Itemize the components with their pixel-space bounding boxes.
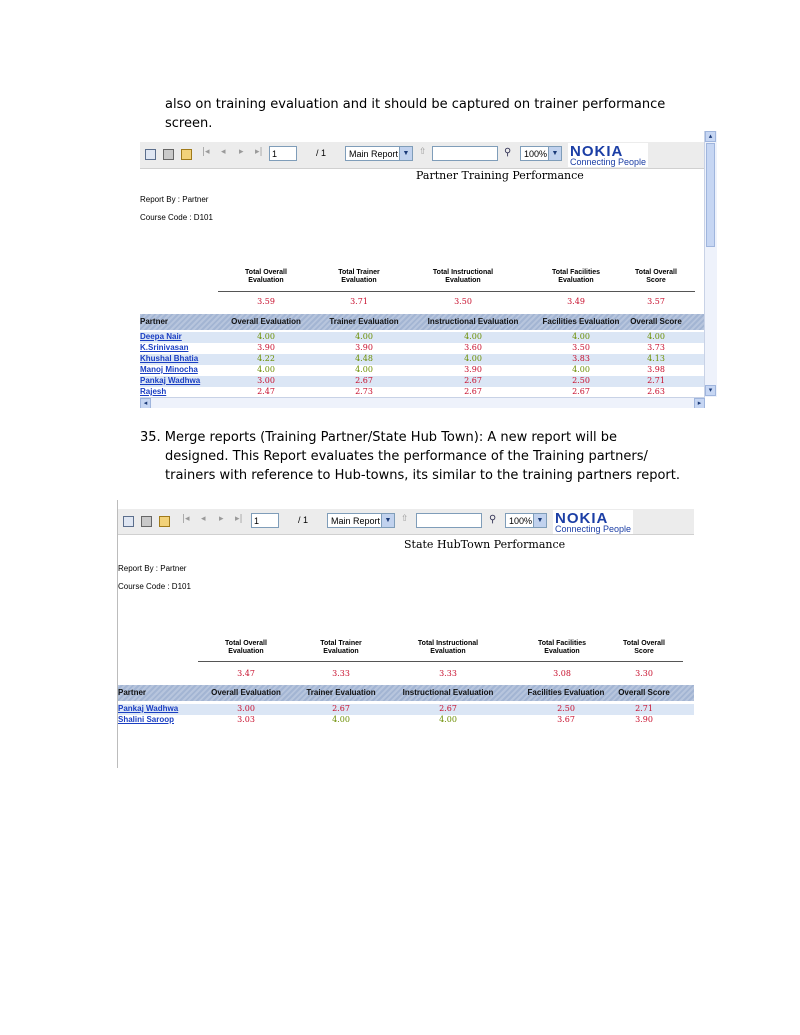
scroll-up-icon[interactable]: ▴ [705,131,716,142]
score-cell: 4.00 [257,332,275,341]
page-number-input[interactable]: 1 [269,146,297,161]
total-value: 3.33 [439,669,457,678]
score-cell: 3.00 [257,376,275,385]
total-value: 3.57 [647,297,665,306]
score-cell: 2.67 [355,376,373,385]
total-header-line: Evaluation [341,277,377,284]
column-header: Overall Score [630,317,682,326]
total-header-line: Total Facilities [551,269,601,276]
first-page-icon[interactable]: |◂ [182,514,190,524]
group-tree-icon[interactable] [159,516,170,527]
score-cell: 2.73 [355,387,373,396]
brand-name: NOKIA [570,143,624,160]
report-select[interactable] [345,146,413,161]
column-header: Facilities Evaluation [542,317,620,326]
score-cell: 4.00 [464,332,482,341]
total-header [423,269,503,285]
total-header [604,640,684,656]
intro-line-2: screen. [165,116,213,131]
prev-page-icon[interactable]: ◂ [221,147,226,157]
score-cell: 2.67 [464,376,482,385]
partner-link[interactable]: Pankaj Wadhwa [118,704,179,713]
score-cell: 3.90 [355,343,373,352]
score-cell: 4.00 [464,354,482,363]
item35-line-2: designed. This Report evaluates the performance of the Training partners/ [165,449,648,464]
table-row [140,376,705,387]
score-cell: 3.90 [635,715,653,724]
score-cell: 2.67 [464,387,482,396]
zoom-select[interactable] [520,146,562,161]
score-cell: 2.50 [572,376,590,385]
search-icon[interactable]: ⚲ [504,147,512,158]
brand-name: NOKIA [555,510,609,527]
course-code: Course Code : D101 [140,213,213,222]
column-header: Partner [140,317,169,326]
total-header [206,640,286,656]
partner-link[interactable]: Khushal Bhatia [140,354,199,363]
chevron-down-icon[interactable]: ▼ [399,147,412,160]
total-value: 3.30 [635,669,653,678]
column-header: Partner [118,688,147,697]
score-cell: 3.67 [557,715,575,724]
total-header-line: Total Instructional [417,640,479,647]
score-cell: 2.67 [332,704,350,713]
score-cell: 2.71 [635,704,653,713]
column-header: Overall Evaluation [231,317,301,326]
column-header: Trainer Evaluation [306,688,376,697]
column-header: Facilities Evaluation [527,688,605,697]
score-cell: 3.90 [257,343,275,352]
score-cell: 4.00 [439,715,457,724]
score-cell: 2.50 [557,704,575,713]
partner-link[interactable]: Manoj Minocha [140,365,198,374]
total-header [226,269,306,285]
course-code: Course Code : D101 [118,582,191,591]
score-cell: 3.03 [237,715,255,724]
total-header [616,269,696,285]
table-row [118,704,694,715]
score-cell: 2.47 [257,387,275,396]
chevron-down-icon[interactable]: ▼ [533,514,546,527]
score-cell: 4.00 [572,365,590,374]
total-header-line: Total Trainer [320,640,362,647]
zoom-select-value: 100% [509,516,533,526]
total-value: 3.49 [567,297,585,306]
table-row [140,343,705,354]
score-cell: 4.00 [332,715,350,724]
next-page-icon[interactable]: ▸ [219,514,224,524]
table-row [118,715,694,726]
print-icon[interactable] [163,149,174,160]
total-value: 3.71 [350,297,368,306]
total-header-line: Evaluation [445,277,481,284]
page-count: / 1 [298,515,309,525]
total-header-line: Total Overall [225,640,267,647]
scroll-left-icon[interactable]: ◂ [140,398,151,408]
chevron-down-icon[interactable]: ▼ [548,147,561,160]
group-tree-icon[interactable] [181,149,192,160]
state-hubtown-report-viewer [118,505,694,735]
item35-line-3: trainers with reference to Hub-towns, its similar to the training partners report. [165,468,680,483]
page-count: / 1 [316,148,327,158]
report-select-value: Main Report [349,149,399,159]
total-value: 3.47 [237,669,255,678]
total-value: 3.08 [553,669,571,678]
scroll-right-icon[interactable]: ▸ [694,398,705,408]
column-header: Overall Score [618,688,670,697]
score-cell: 2.71 [647,376,665,385]
score-cell: 4.00 [257,365,275,374]
total-header-line: Total Facilities [537,640,587,647]
total-header [522,640,602,656]
score-cell: 4.00 [355,332,373,341]
score-cell: 3.83 [572,354,590,363]
score-cell: 3.73 [647,343,665,352]
total-header-line: Score [646,277,666,284]
zoom-select[interactable] [505,513,547,528]
search-icon[interactable]: ⚲ [489,514,497,525]
total-value: 3.50 [454,297,472,306]
score-cell: 3.60 [464,343,482,352]
total-header-line: Score [634,648,654,655]
total-header-line: Evaluation [228,648,264,655]
total-header [319,269,399,285]
partner-link[interactable]: Shalini Saroop [118,715,175,724]
score-cell: 3.00 [237,704,255,713]
score-cell: 2.63 [647,387,665,396]
total-header [408,640,488,656]
report-title: Partner Training Performance [416,169,584,182]
brand-tagline: Connecting People [555,524,632,534]
table-row [140,354,705,365]
score-cell: 4.48 [355,354,373,363]
report-by: Report By : Partner [140,195,209,204]
horizontal-scrollbar[interactable] [140,397,705,408]
partner-link[interactable]: Rajesh [140,387,167,396]
search-input[interactable] [416,513,482,528]
export-icon[interactable] [123,516,134,527]
report-title: State HubTown Performance [404,538,566,551]
total-value: 3.33 [332,669,350,678]
score-cell: 3.50 [572,343,590,352]
column-header: Instructional Evaluation [427,317,519,326]
page-number-input[interactable]: 1 [251,513,279,528]
report-toolbar [140,142,705,169]
total-header-line: Total Overall [635,269,677,276]
next-page-icon[interactable]: ▸ [239,147,244,157]
score-cell: 4.00 [572,332,590,341]
total-header [536,269,616,285]
drill-up-icon[interactable]: ⇧ [419,147,427,157]
column-header: Instructional Evaluation [402,688,494,697]
column-header: Trainer Evaluation [329,317,399,326]
score-cell: 3.98 [647,365,665,374]
report-select-value: Main Report [331,516,381,526]
report-select[interactable] [327,513,395,528]
total-header-line: Evaluation [248,277,284,284]
search-input[interactable] [432,146,498,161]
table-row [140,332,705,343]
score-cell: 3.90 [464,365,482,374]
prev-page-icon[interactable]: ◂ [201,514,206,524]
column-header: Overall Evaluation [211,688,281,697]
total-header-line: Total Trainer [338,269,380,276]
partner-link[interactable]: Deepa Nair [140,332,182,341]
partner-link[interactable]: K.Srinivasan [140,343,189,352]
partner-link[interactable]: Pankaj Wadhwa [140,376,201,385]
print-icon[interactable] [141,516,152,527]
report-toolbar [118,509,694,535]
total-header-line: Total Overall [245,269,287,276]
nokia-logo [568,143,648,167]
scroll-thumb[interactable] [706,143,715,247]
score-cell: 2.67 [572,387,590,396]
score-cell: 4.13 [647,354,665,363]
first-page-icon[interactable]: |◂ [202,147,210,157]
vertical-scrollbar[interactable] [704,131,717,397]
report-by: Report By : Partner [118,564,187,573]
total-value: 3.59 [257,297,275,306]
total-header-line: Total Overall [623,640,665,647]
intro-line-1: also on training evaluation and it should be captured on trainer performance [165,97,666,112]
drill-up-icon[interactable]: ⇧ [401,514,409,524]
brand-tagline: Connecting People [570,157,647,167]
score-cell: 4.00 [647,332,665,341]
totals-divider [218,291,695,292]
partner-training-report-viewer [140,131,717,408]
total-header-line: Evaluation [430,648,466,655]
table-row [140,365,705,376]
last-page-icon[interactable]: ▸| [255,147,263,157]
nokia-logo [553,510,633,534]
last-page-icon[interactable]: ▸| [235,514,243,524]
total-header-line: Total Instructional [432,269,494,276]
chevron-down-icon[interactable]: ▼ [381,514,394,527]
scroll-down-icon[interactable]: ▾ [705,385,716,396]
zoom-select-value: 100% [524,149,548,159]
total-header-line: Evaluation [323,648,359,655]
totals-divider [198,661,683,662]
score-cell: 4.00 [355,365,373,374]
score-cell: 4.22 [257,354,275,363]
total-header [301,640,381,656]
total-header-line: Evaluation [544,648,580,655]
item35-line-1: 35. Merge reports (Training Partner/State Hub Town): A new report will be [140,430,618,445]
export-icon[interactable] [145,149,156,160]
total-header-line: Evaluation [558,277,594,284]
score-cell: 2.67 [439,704,457,713]
